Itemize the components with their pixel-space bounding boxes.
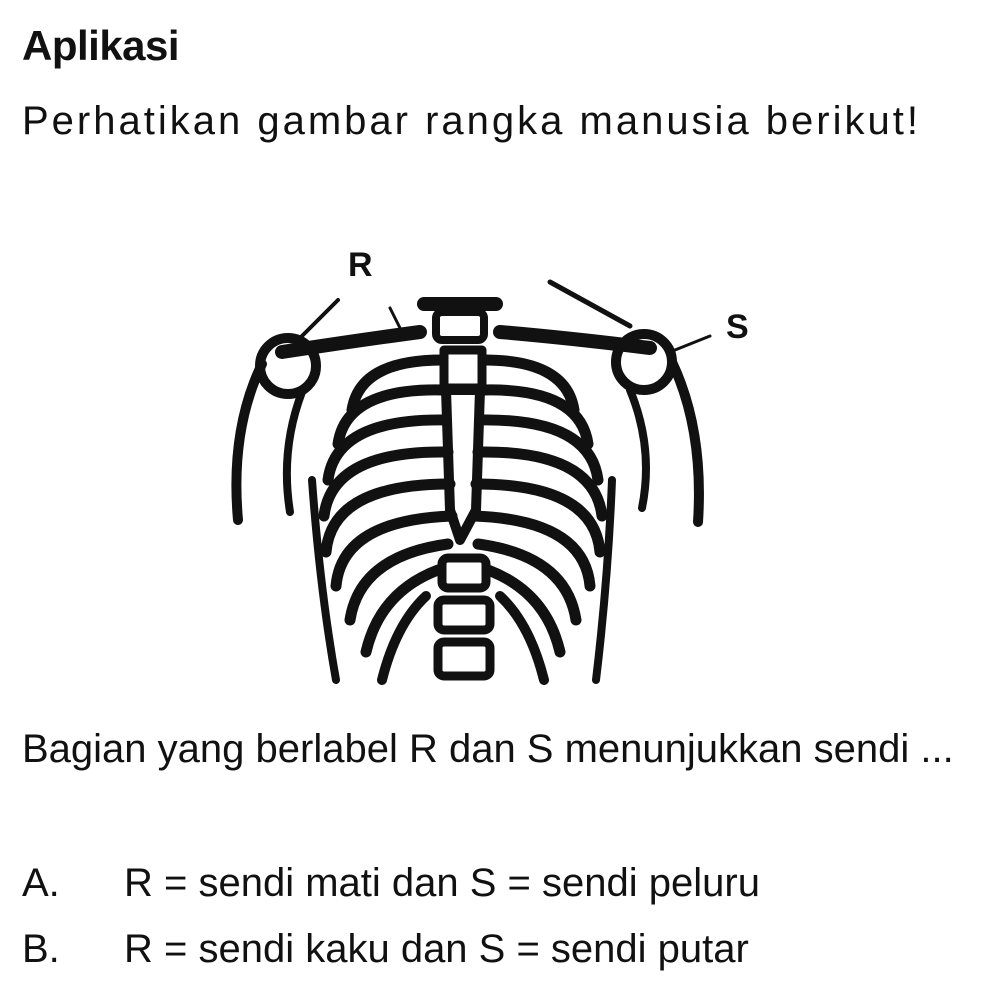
shoulder-edge-line <box>550 282 630 326</box>
option-a-text: R = sendi mati dan S = sendi peluru <box>124 861 760 905</box>
label-r-leader-line <box>298 300 338 340</box>
left-rib-8 <box>366 570 438 652</box>
option-a-letter: A. <box>22 861 60 905</box>
thorax-skeleton-illustration <box>210 240 770 700</box>
vertebra-3 <box>438 642 490 676</box>
left-humerus-outer <box>236 364 262 520</box>
option-b-text: R = sendi kaku dan S = sendi putar <box>124 927 749 971</box>
option-a[interactable] <box>22 850 982 916</box>
section-heading: Aplikasi <box>22 22 180 69</box>
label-s-leader-line <box>670 336 710 352</box>
label-s: S <box>726 308 749 346</box>
label-r: R <box>348 246 373 284</box>
option-b-letter: B. <box>22 927 60 971</box>
skeleton-figure <box>210 240 770 700</box>
vertebra-2 <box>438 600 490 630</box>
right-humerus-outer <box>672 362 699 522</box>
left-humerus-inner <box>287 392 302 512</box>
right-humerus-inner <box>630 390 646 508</box>
question-text: Bagian yang berlabel R dan S menunjukkan sendi ... <box>22 727 954 771</box>
manubrium <box>444 350 482 388</box>
option-b[interactable] <box>22 916 982 982</box>
answer-options <box>22 850 982 982</box>
vertebra-1 <box>442 558 486 588</box>
upper-vertebra <box>436 312 484 340</box>
right-rib-8 <box>488 570 560 652</box>
intro-text: Perhatikan gambar rangka manusia berikut! <box>22 99 921 143</box>
left-rib-7 <box>350 544 448 620</box>
